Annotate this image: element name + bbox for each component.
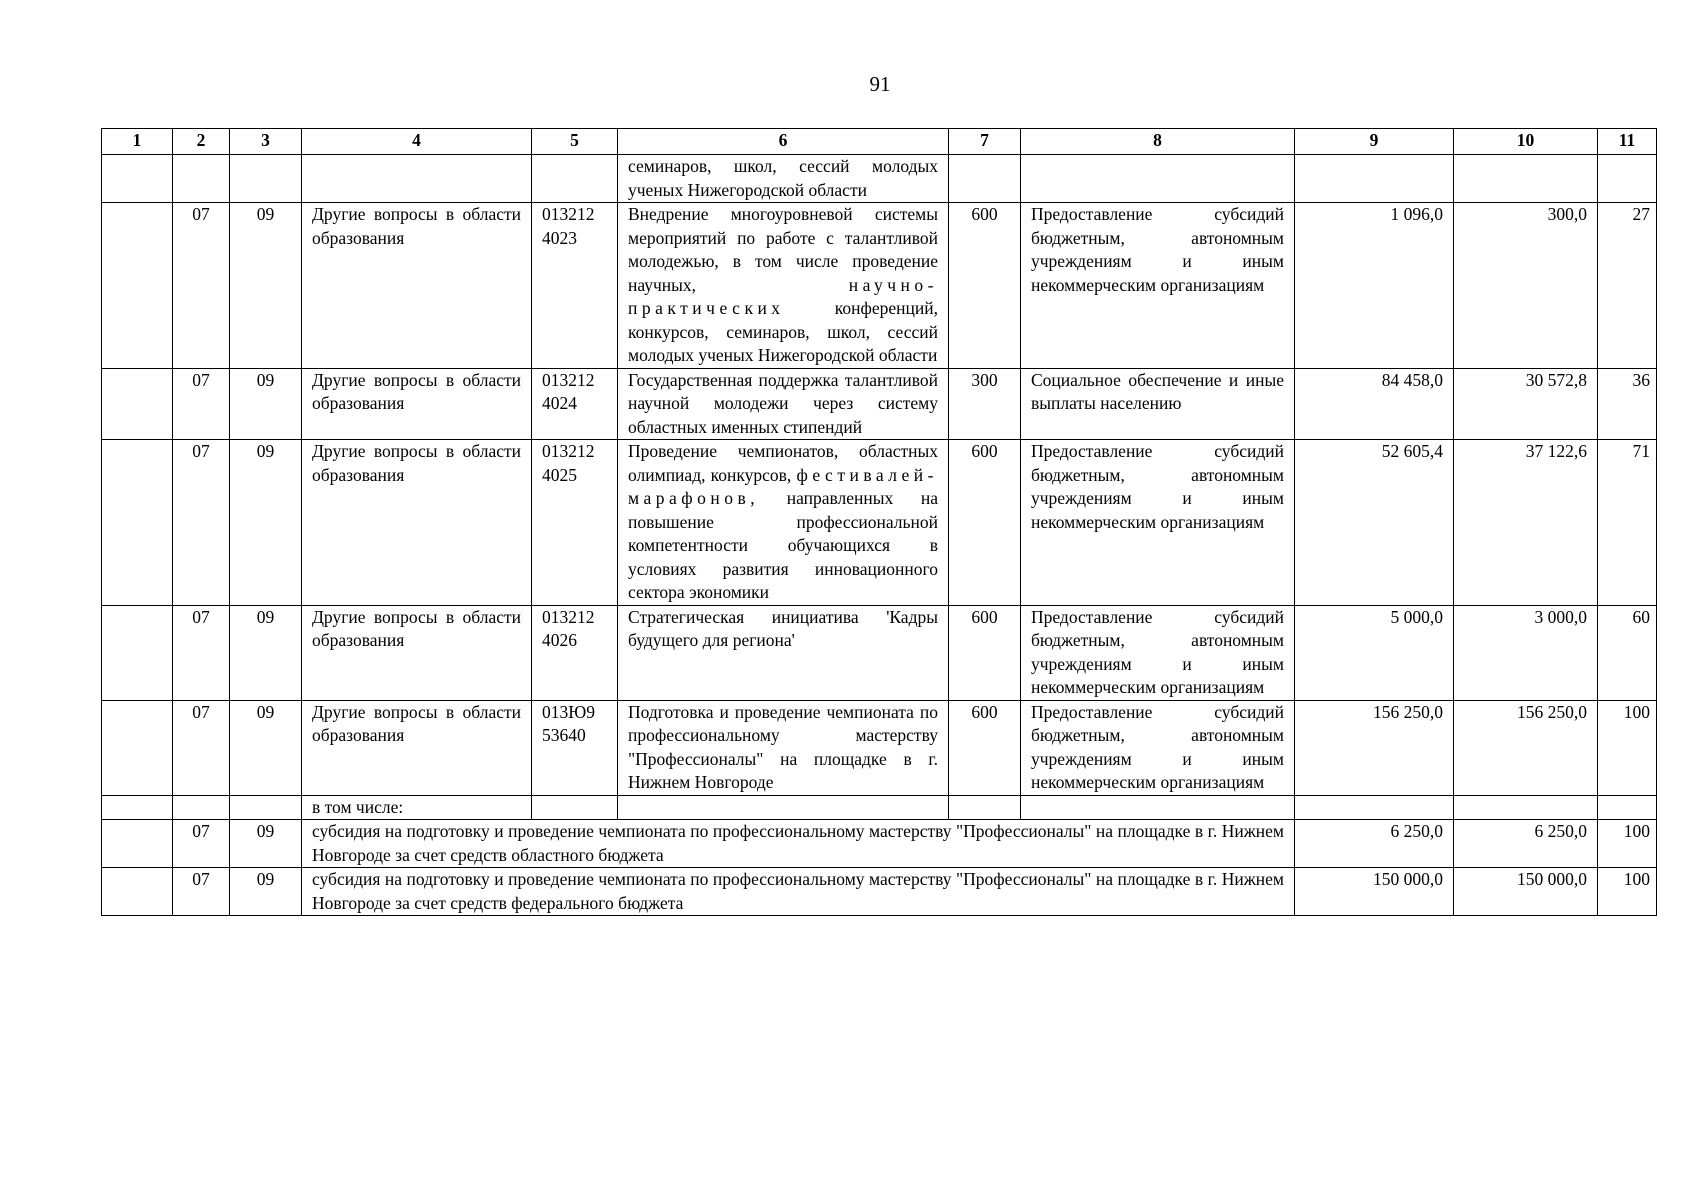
cell-plan [1295, 795, 1454, 820]
cell-actual [1454, 155, 1598, 203]
cell-section: 07 [173, 440, 230, 606]
activity-text: направленных на повышение профессиональной компетентности обучающихся в условиях развития инновационного сектора экономики [628, 488, 938, 602]
cell-plan [1295, 155, 1454, 203]
cell-percent: 100 [1598, 700, 1657, 795]
cell-expense-type: 300 [949, 368, 1021, 440]
cell-target-code [532, 440, 618, 606]
cell-section [173, 795, 230, 820]
cell-subsection: 09 [230, 820, 302, 868]
cell-expense-type: 600 [949, 203, 1021, 369]
code-part: 013212 [542, 369, 595, 390]
header-cell: 8 [1021, 129, 1295, 155]
header-cell: 3 [230, 129, 302, 155]
cell-expense-type: 600 [949, 605, 1021, 700]
cell-percent [1598, 155, 1657, 203]
cell-subsection: 09 [230, 700, 302, 795]
cell-activity: Государственная поддержка талантливой научной молодежи через систему областных именных стипендий [618, 368, 949, 440]
cell-target-code [532, 155, 618, 203]
header-cell: 11 [1598, 129, 1657, 155]
cell-plan: 5 000,0 [1295, 605, 1454, 700]
cell-activity [618, 440, 949, 606]
header-cell: 6 [618, 129, 949, 155]
cell-subsection [230, 155, 302, 203]
activity-text: Внедрение многоуровневой системы мероприятий по работе с талантливой молодежью, в том числе проведение научных, [628, 204, 938, 295]
cell-expense-type: 600 [949, 440, 1021, 606]
table-row [102, 868, 1657, 916]
table-row [102, 605, 1657, 700]
table-row [102, 820, 1657, 868]
table-row [102, 155, 1657, 203]
cell-section-name: Другие вопросы в области образования [302, 440, 532, 606]
cell-actual: 3 000,0 [1454, 605, 1598, 700]
code-part: 013Ю9 [542, 701, 595, 722]
cell-activity: семинаров, школ, сессий молодых ученых Нижегородской области [618, 155, 949, 203]
cell-subsection: 09 [230, 605, 302, 700]
code-part: 53640 [542, 725, 586, 745]
cell-actual [1454, 795, 1598, 820]
cell-section: 07 [173, 700, 230, 795]
cell-actual: 300,0 [1454, 203, 1598, 369]
cell-actual: 30 572,8 [1454, 368, 1598, 440]
cell-section-name: Другие вопросы в области образования [302, 605, 532, 700]
activity-text-spaced: научно-практических [628, 274, 938, 318]
cell-plan: 84 458,0 [1295, 368, 1454, 440]
cell-including-label: в том числе: [302, 795, 532, 820]
page-number: 91 [869, 72, 891, 96]
cell-expense-type: 600 [949, 700, 1021, 795]
cell-col1 [102, 440, 173, 606]
header-cell: 2 [173, 129, 230, 155]
cell-activity [618, 795, 949, 820]
cell-subsection: 09 [230, 868, 302, 916]
budget-table [101, 128, 1657, 916]
header-cell: 4 [302, 129, 532, 155]
cell-expense-type [949, 155, 1021, 203]
cell-section: 07 [173, 368, 230, 440]
cell-plan: 150 000,0 [1295, 868, 1454, 916]
cell-col1 [102, 203, 173, 369]
cell-subsection: 09 [230, 368, 302, 440]
header-cell: 7 [949, 129, 1021, 155]
cell-subsection: 09 [230, 440, 302, 606]
cell-col1 [102, 605, 173, 700]
table-row [102, 203, 1657, 369]
header-row [102, 129, 1657, 155]
activity-text: конференций, конкурсов, семинаров, школ, сессий молодых ученых Нижегородской области [628, 298, 938, 365]
cell-section-name: Другие вопросы в области образования [302, 203, 532, 369]
cell-actual: 6 250,0 [1454, 820, 1598, 868]
header-cell: 5 [532, 129, 618, 155]
cell-percent: 60 [1598, 605, 1657, 700]
cell-col1 [102, 820, 173, 868]
cell-expense-name: Предоставление субсидий бюджетным, автономным учреждениям и иным некоммерческим организациям [1021, 700, 1295, 795]
cell-target-code [532, 795, 618, 820]
activity-text: Проведение чемпионатов, областных олимпиад, конкурсов, [628, 441, 938, 485]
cell-expense-type [949, 795, 1021, 820]
cell-section [173, 155, 230, 203]
activity-text-spaced: фестивалей-марафонов, [628, 464, 938, 508]
cell-plan: 52 605,4 [1295, 440, 1454, 606]
cell-target-code [532, 203, 618, 369]
cell-col1 [102, 868, 173, 916]
cell-actual: 150 000,0 [1454, 868, 1598, 916]
cell-expense-name: Предоставление субсидий бюджетным, автономным учреждениям и иным некоммерческим организациям [1021, 605, 1295, 700]
code-part: 013212 [542, 204, 595, 224]
cell-plan: 6 250,0 [1295, 820, 1454, 868]
cell-expense-name: Предоставление субсидий бюджетным, автономным учреждениям и иным некоммерческим организациям [1021, 203, 1295, 369]
header-cell: 9 [1295, 129, 1454, 155]
table-row [102, 795, 1657, 820]
cell-subsidy-description: субсидия на подготовку и проведение чемпионата по профессиональному мастерству "Профессионалы" на площадке в г. Нижнем Новгороде за счет средств областного бюджета [302, 820, 1295, 868]
table-row [102, 700, 1657, 795]
cell-col1 [102, 155, 173, 203]
cell-activity: Стратегическая инициатива 'Кадры будущего для региона' [618, 605, 949, 700]
table-row [102, 368, 1657, 440]
cell-section-name: Другие вопросы в области образования [302, 700, 532, 795]
cell-section-name [302, 155, 532, 203]
cell-plan: 1 096,0 [1295, 203, 1454, 369]
cell-section: 07 [173, 868, 230, 916]
cell-percent: 27 [1598, 203, 1657, 369]
header-cell: 1 [102, 129, 173, 155]
cell-section: 07 [173, 203, 230, 369]
cell-target-code [532, 368, 618, 440]
cell-col1 [102, 795, 173, 820]
cell-percent: 100 [1598, 820, 1657, 868]
cell-percent: 36 [1598, 368, 1657, 440]
cell-subsection [230, 795, 302, 820]
cell-subsection: 09 [230, 203, 302, 369]
code-part: 013212 [542, 606, 595, 627]
cell-col1 [102, 368, 173, 440]
cell-percent: 71 [1598, 440, 1657, 606]
cell-target-code [532, 605, 618, 700]
cell-col1 [102, 700, 173, 795]
cell-section-name: Другие вопросы в области образования [302, 368, 532, 440]
header-cell: 10 [1454, 129, 1598, 155]
code-part: 013212 [542, 441, 595, 461]
cell-activity [618, 203, 949, 369]
cell-expense-name [1021, 155, 1295, 203]
cell-section: 07 [173, 605, 230, 700]
cell-expense-name: Социальное обеспечение и иные выплаты населению [1021, 368, 1295, 440]
cell-expense-name [1021, 795, 1295, 820]
cell-target-code [532, 700, 618, 795]
code-part: 4023 [542, 227, 577, 248]
cell-percent [1598, 795, 1657, 820]
cell-section: 07 [173, 820, 230, 868]
cell-actual: 37 122,6 [1454, 440, 1598, 606]
cell-percent: 100 [1598, 868, 1657, 916]
cell-plan: 156 250,0 [1295, 700, 1454, 795]
code-part: 4024 [542, 393, 577, 413]
table-row [102, 440, 1657, 606]
code-part: 4026 [542, 630, 577, 650]
code-part: 4025 [542, 464, 577, 485]
cell-subsidy-description: субсидия на подготовку и проведение чемпионата по профессиональному мастерству "Профессионалы" на площадке в г. Нижнем Новгороде за счет средств федерального бюджета [302, 868, 1295, 916]
cell-expense-name: Предоставление субсидий бюджетным, автономным учреждениям и иным некоммерческим организациям [1021, 440, 1295, 606]
cell-activity: Подготовка и проведение чемпионата по профессиональному мастерству "Профессионалы" на площадке в г. Нижнем Новгороде [618, 700, 949, 795]
cell-actual: 156 250,0 [1454, 700, 1598, 795]
